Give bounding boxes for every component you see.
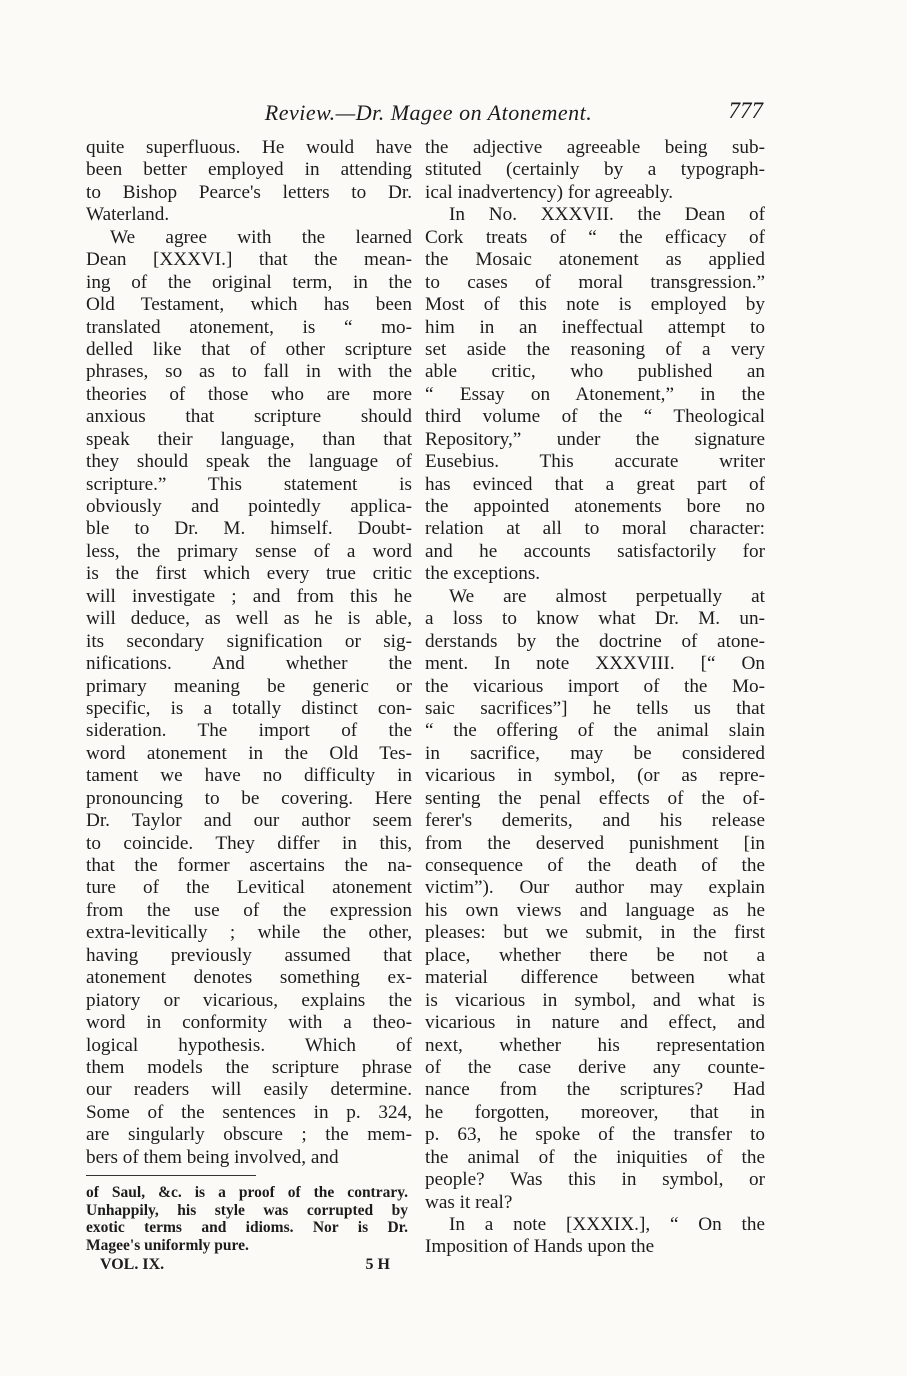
- text-line: theories of those who are more: [86, 383, 412, 405]
- text-line: word in conformity with a theo-: [86, 1012, 412, 1034]
- text-line: consequence of the death of the: [425, 855, 765, 876]
- text-line: scripture.” This statement is: [86, 473, 412, 495]
- text-line: people? Was this in symbol, or: [425, 1169, 765, 1191]
- text-line: our readers will easily determine.: [86, 1079, 412, 1101]
- text-line: the Mosaic atonement as applied: [425, 249, 765, 271]
- text-line: extra-levitically ; while the other,: [86, 922, 412, 944]
- text-line: and he accounts satisfactorily for: [425, 540, 765, 562]
- text-line: speak their language, than that: [86, 428, 412, 450]
- text-line: senting the penal effects of the of-: [425, 787, 765, 809]
- text-line: set aside the reasoning of a very: [425, 338, 765, 360]
- text-line: of Saul, &c. is a proof of the contrary.: [86, 1184, 408, 1201]
- text-line: We are almost perpetually at: [449, 585, 765, 607]
- text-line: ble to Dr. M. himself. Doubt-: [86, 518, 412, 540]
- text-line: p. 63, he spoke of the transfer to: [425, 1124, 765, 1146]
- text-line: the appointed atonements bore no: [425, 496, 765, 517]
- text-line: a loss to know what Dr. M. un-: [425, 608, 765, 630]
- text-line: that the former ascertains the na-: [86, 855, 412, 876]
- footnote-rule: [86, 1175, 256, 1176]
- text-line: Dean [XXXVI.] that the mean-: [86, 249, 412, 271]
- text-line: phrases, so as to fall in with the: [86, 361, 412, 383]
- text-line: pleases: but we submit, in the first: [425, 922, 765, 944]
- text-line: delled like that of other scripture: [86, 338, 412, 360]
- text-line: material difference between what: [425, 967, 765, 989]
- text-line: atonement denotes something ex-: [86, 967, 412, 989]
- text-line: will deduce, as well as he is able,: [86, 608, 412, 630]
- text-line: is vicarious in symbol, and what is: [425, 989, 765, 1011]
- text-line: is the first which every true critic: [86, 563, 412, 585]
- text-line: specific, is a totally distinct con-: [86, 697, 412, 719]
- text-line: Old Testament, which has been: [86, 294, 412, 316]
- text-line: Magee's uniformly pure.: [86, 1236, 249, 1254]
- text-line: was it real?: [425, 1191, 513, 1213]
- left-column: [86, 137, 412, 1169]
- volume-label: VOL. IX.: [100, 1256, 165, 1273]
- page-header: [86, 94, 771, 134]
- text-line: stituted (certainly by a typograph-: [425, 159, 765, 181]
- text-line: derstands by the doctrine of atone-: [425, 630, 765, 652]
- text-line: ing of the original term, in the: [86, 271, 412, 293]
- text-line: will investigate ; and from this he: [86, 585, 412, 607]
- text-line: having previously assumed that: [86, 944, 412, 966]
- text-line: them models the scripture phrase: [86, 1056, 412, 1078]
- text-line: obviously and pointedly applica-: [86, 496, 412, 517]
- text-line: nance from the scriptures? Had: [425, 1079, 765, 1101]
- text-line: vicarious in symbol, (or as repre-: [425, 765, 765, 787]
- text-line: the adjective agreeable being sub-: [425, 137, 765, 158]
- text-line: translated atonement, is “ mo-: [86, 316, 412, 338]
- running-title: Review.—Dr. Magee on Atonement.: [264, 100, 593, 125]
- text-line: “ the offering of the animal slain: [425, 720, 765, 742]
- text-line: are singularly obscure ; the mem-: [86, 1124, 412, 1146]
- text-line: Most of this note is employed by: [425, 294, 765, 316]
- text-line: quite superfluous. He would have: [86, 137, 412, 158]
- text-line: “ Essay on Atonement,” in the: [425, 383, 765, 405]
- text-line: ical inadvertency) for agreeably.: [425, 181, 674, 203]
- text-line: less, the primary sense of a word: [86, 540, 412, 562]
- text-line: to coincide. They differ in this,: [86, 832, 412, 854]
- text-line: In a note [XXXIX.], “ On the: [449, 1214, 765, 1235]
- text-line: has evinced that a great part of: [425, 473, 765, 495]
- text-line: able critic, who published an: [425, 361, 765, 383]
- text-line: word atonement in the Old Tes-: [86, 742, 412, 764]
- text-line: logical hypothesis. Which of: [86, 1034, 412, 1056]
- text-line: In No. XXXVII. the Dean of: [449, 204, 765, 226]
- text-line: place, whether there be not a: [425, 944, 765, 966]
- page-number: 777: [728, 98, 763, 123]
- text-line: Dr. Taylor and our author seem: [86, 810, 412, 832]
- text-line: bers of them being involved, and: [86, 1146, 339, 1168]
- text-line: third volume of the “ Theological: [425, 406, 765, 428]
- text-line: Cork treats of “ the efficacy of: [425, 226, 765, 248]
- text-line: in sacrifice, may be considered: [425, 742, 765, 764]
- text-line: its secondary signification or sig-: [86, 630, 412, 652]
- text-line: Waterland.: [86, 204, 170, 226]
- text-line: the vicarious import of the Mo-: [425, 675, 765, 697]
- text-line: Unhappily, his style was corrupted by: [86, 1201, 408, 1219]
- text-line: Imposition of Hands upon the: [425, 1236, 655, 1258]
- text-line: the animal of the iniquities of the: [425, 1146, 765, 1168]
- text-line: ferer's demerits, and his release: [425, 810, 765, 832]
- text-line: victim”). Our author may explain: [425, 877, 765, 899]
- text-line: relation at all to moral character:: [425, 518, 765, 540]
- text-line: sideration. The import of the: [86, 720, 412, 742]
- text-line: of the case derive any counte-: [425, 1056, 765, 1078]
- text-line: to Bishop Pearce's letters to Dr.: [86, 181, 412, 203]
- text-line: him in an ineffectual attempt to: [425, 316, 765, 338]
- text-line: Repository,” under the signature: [425, 428, 765, 450]
- text-line: he forgotten, moreover, that in: [425, 1101, 765, 1123]
- text-line: primary meaning be generic or: [86, 675, 412, 697]
- text-line: We agree with the learned: [110, 226, 412, 248]
- text-line: been better employed in attending: [86, 159, 412, 181]
- text-line: from the deserved punishment [in: [425, 832, 765, 854]
- text-line: anxious that scripture should: [86, 406, 412, 428]
- signature-mark: 5 H: [365, 1256, 390, 1273]
- text-line: they should speak the language of: [86, 451, 412, 473]
- right-column: [425, 137, 765, 1259]
- text-line: his own views and language as he: [425, 899, 765, 921]
- text-line: ture of the Levitical atonement: [86, 877, 412, 899]
- text-line: ment. In note XXXVIII. [“ On: [425, 653, 765, 675]
- text-line: tament we have no difficulty in: [86, 765, 412, 787]
- text-line: saic sacrifices”] he tells us that: [425, 697, 765, 719]
- text-line: vicarious in nature and effect, and: [425, 1012, 765, 1034]
- text-line: Some of the sentences in p. 324,: [86, 1101, 412, 1123]
- text-line: the exceptions.: [425, 563, 541, 585]
- text-line: pronouncing to be covering. Here: [86, 787, 412, 809]
- text-line: nifications. And whether the: [86, 653, 412, 675]
- text-line: exotic terms and idioms. Nor is Dr.: [86, 1219, 408, 1236]
- text-line: from the use of the expression: [86, 899, 412, 921]
- text-line: Eusebius. This accurate writer: [425, 451, 765, 473]
- text-line: to cases of moral transgression.”: [425, 271, 765, 293]
- text-line: next, whether his representation: [425, 1034, 765, 1056]
- text-line: piatory or vicarious, explains the: [86, 989, 412, 1011]
- footnote: [86, 1184, 408, 1254]
